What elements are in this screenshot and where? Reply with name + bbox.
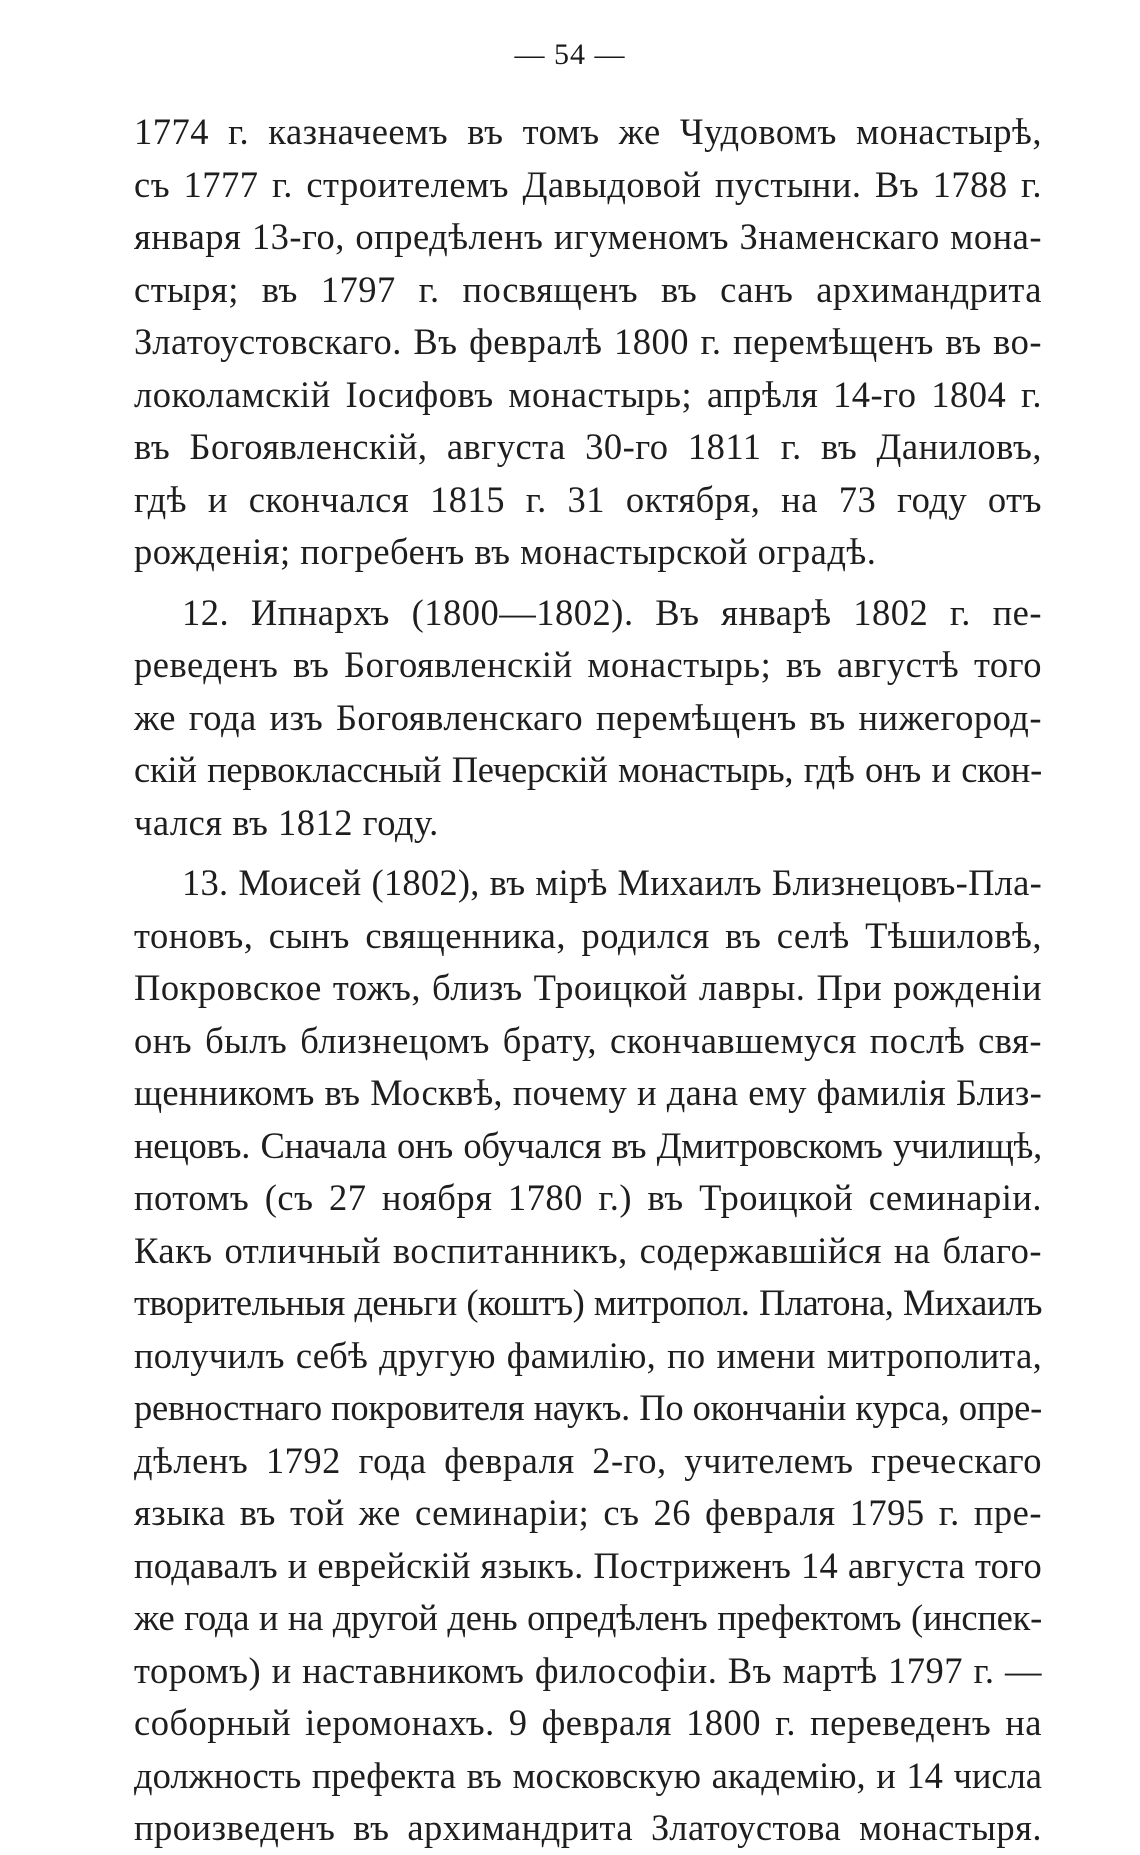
text-line: подавалъ и еврейскій языкъ. Постриженъ 14 августа того xyxy=(134,1544,1042,1586)
text-line: потомъ (съ 27 ноября 1780 г.) въ Троицкой семинаріи. xyxy=(134,1177,1042,1218)
text-line: же года и на другой день опредѣленъ префектомъ (инспек- xyxy=(134,1597,1042,1638)
text-line: Златоустовскаго. Въ февралѣ 1800 г. перемѣщенъ въ во- xyxy=(134,321,1042,362)
text-line: дѣленъ 1792 года февраля 2-го, учителемъ греческаго xyxy=(134,1439,1042,1481)
text-line: щенникомъ въ Москвѣ, почему и дана ему фамилія Близ- xyxy=(134,1072,1042,1113)
text-line: творительныя деньги (коштъ) митропол. Платона, Михаилъ xyxy=(134,1282,1042,1323)
text-line: 1774 г. казначеемъ въ томъ же Чудовомъ монастырѣ, xyxy=(134,111,1042,152)
paragraph-2 xyxy=(134,587,1042,850)
text-line: стыря; въ 1797 г. посвященъ въ санъ архимандрита xyxy=(134,268,1042,310)
text-line: должность префекта въ московскую академію, и 14 числа xyxy=(134,1754,1042,1796)
text-line: языка въ той же семинаріи; съ 26 февраля 1795 г. пре- xyxy=(134,1492,1042,1533)
text-line: гдѣ и скончался 1815 г. 31 октября, на 73 году отъ xyxy=(134,478,1042,520)
text-line: ревностнаго покровителя наукъ. По окончаніи курса, опре- xyxy=(134,1387,1042,1428)
text-line: произведенъ въ архимандрита Златоустова монастыря. xyxy=(134,1807,1042,1848)
body-text xyxy=(134,106,1042,1855)
text-line: въ Богоявленскій, августа 30-го 1811 г. въ Даниловъ, xyxy=(134,426,1042,467)
paragraph-1 xyxy=(134,106,1042,579)
text-line: же года изъ Богоявленскаго перемѣщенъ въ нижегород- xyxy=(134,696,1042,738)
text-line: реведенъ въ Богоявленскій монастырь; въ августѣ того xyxy=(134,644,1042,685)
text-line: Какъ отличный воспитанникъ, содержавшійся на благо- xyxy=(134,1229,1042,1271)
text-line: чался въ 1812 году. xyxy=(134,801,439,843)
text-line: Покровское тожъ, близъ Троицкой лавры. При рожденіи xyxy=(134,967,1042,1008)
text-line: локоламскій Іосифовъ монастырь; апрѣля 14-го 1804 г. xyxy=(134,373,1042,415)
text-line: января 13-го, опредѣленъ игуменомъ Знаменскаго мона- xyxy=(134,216,1042,257)
text-line: скій первоклассный Печерскій монастырь, гдѣ онъ и скон- xyxy=(134,749,1042,790)
text-line: торомъ) и наставникомъ философіи. Въ мартѣ 1797 г. — xyxy=(134,1649,1042,1691)
text-line: 13. Моисей (1802), въ мірѣ Михаилъ Близнецовъ-Пла- xyxy=(182,862,1042,903)
text-line: получилъ себѣ другую фамилію, по имени митрополита, xyxy=(134,1334,1042,1376)
paragraph-3 xyxy=(134,857,1042,1855)
text-line: тоновъ, сынъ священника, родился въ селѣ Тѣшиловѣ, xyxy=(134,914,1042,956)
text-line: рожденія; погребенъ въ монастырской оградѣ. xyxy=(134,531,877,572)
text-line: 12. Ипнархъ (1800—1802). Въ январѣ 1802 г. пе- xyxy=(182,591,1042,633)
text-line: онъ былъ близнецомъ брату, скончавшемуся послѣ свя- xyxy=(134,1019,1042,1061)
text-line: нецовъ. Сначала онъ обучался въ Дмитровскомъ училищѣ, xyxy=(134,1124,1042,1166)
text-line: съ 1777 г. строителемъ Давыдовой пустыни. Въ 1788 г. xyxy=(134,163,1042,205)
page-number: — 54 — xyxy=(514,38,626,71)
text-line: соборный іеромонахъ. 9 февраля 1800 г. переведенъ на xyxy=(134,1702,1042,1743)
